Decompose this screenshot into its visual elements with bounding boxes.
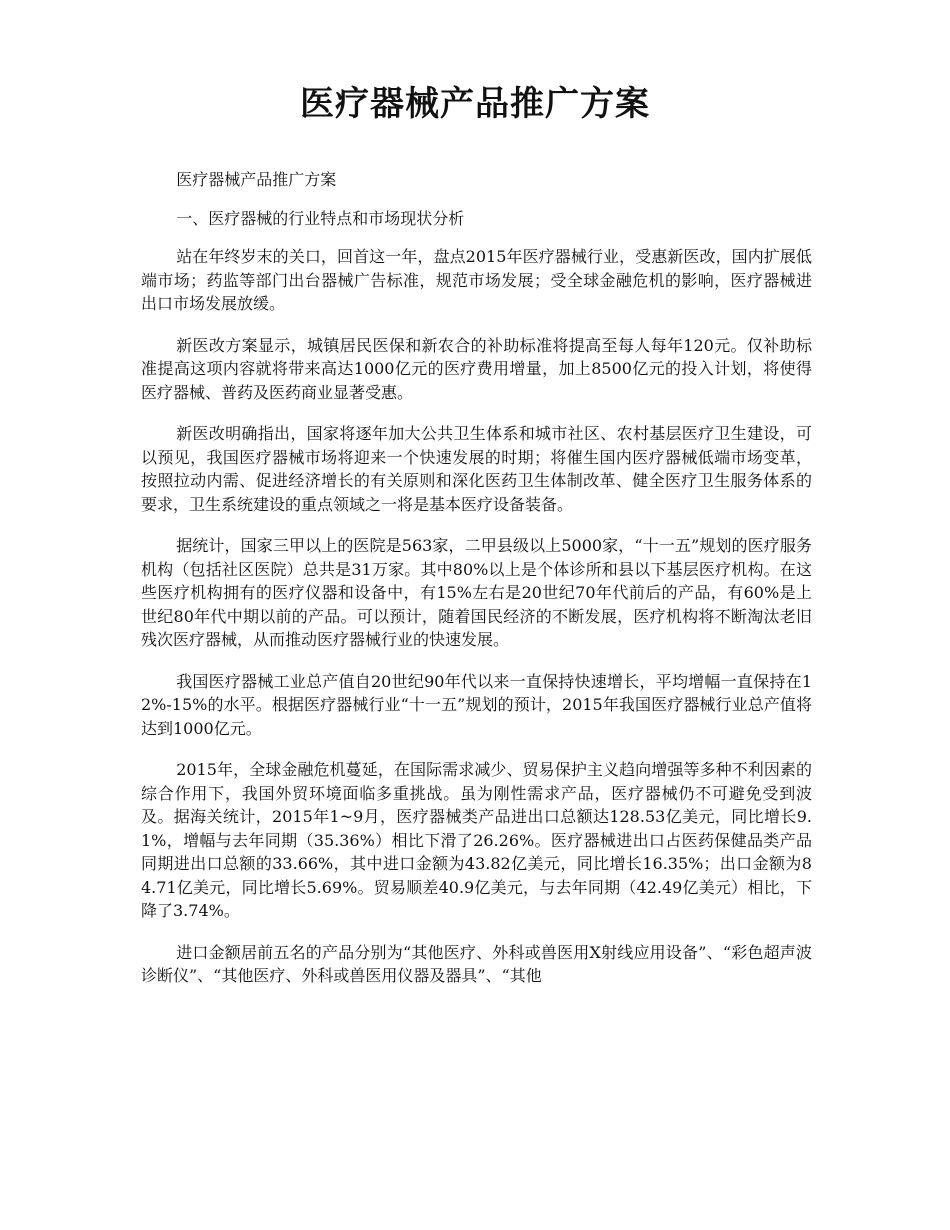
body-paragraph: 新医改方案显示，城镇居民医保和新农合的补助标准将提高至每人每年120元。仅补助标准提高这项内容就将带来高达1000亿元的医疗费用增量，加上8500亿元的投入计划，将使得医疗器械、普药及医药商业显著受惠。 — [141, 335, 812, 402]
body-paragraph: 站在年终岁末的关口，回首这一年，盘点2015年医疗器械行业，受惠新医改，国内扩展低端市场；药监等部门出台器械广告标准，规范市场发展；受全球金融危机的影响，医疗器械进出口市场发展放缓。 — [141, 247, 812, 313]
document-title: 医疗器械产品推广方案 — [300, 84, 650, 124]
body-paragraph: 新医改明确指出，国家将逐年加大公共卫生体系和城市社区、农村基层医疗卫生建设，可以预见，我国医疗器械市场将迎来一个快速发展的时期；将催生国内医疗器械低端市场变革，按照拉动内需、促进经济增长的有关原则和深化医药卫生体制改革、健全医疗卫生服务体系的要求，卫生系统建设的重点领域之一将是基本医疗设备装备。 — [141, 424, 812, 514]
body-paragraph: 我国医疗器械工业总产值自20世纪90年代以来一直保持快速增长，平均增幅一直保持在12%-15%的水平。根据医疗器械行业“十一五”规划的预计，2015年我国医疗器械行业总产值将达到1000亿元。 — [141, 671, 812, 738]
body-paragraph: 进口金额居前五名的产品分别为“其他医疗、外科或兽医用X射线应用设备”、“彩色超声波诊断仪”、“其他医疗、外科或兽医用仪器及器具”、“其他 — [141, 942, 812, 985]
document-body — [141, 168, 812, 1006]
section-heading: 一、医疗器械的行业特点和市场现状分析 — [176, 208, 465, 228]
body-paragraph: 据统计，国家三甲以上的医院是563家，二甲县级以上5000家，“十一五”规划的医疗服务机构（包括社区医院）总共是31万家。其中80%以上是个体诊所和县以下基层医疗机构。在这些医疗机构拥有的医疗仪器和设备中，有15%左右是20世纪70年代前后的产品，有60%是上世纪80年代中期以前的产品。可以预计，随着国民经济的不断发展，医疗机构将不断淘汰老旧残次医疗器械，从而推动医疗器械行业的快速发展。 — [141, 536, 812, 649]
body-paragraph: 2015年，全球金融危机蔓延，在国际需求减少、贸易保护主义趋向增强等多种不利因素的综合作用下，我国外贸环境面临多重挑战。虽为刚性需求产品，医疗器械仍不可避免受到波及。据海关统计，2015年1~9月，医疗器械类产品进出口总额达128.53亿美元，同比增长9.1%，增幅与去年同期（35.36%）相比下滑了26.26%。医疗器械进出口占医药保健品类产品同期进出口总额的33.66%，其中进口金额为43.82亿美元，同比增长16.35%；出口金额为84.71亿美元，同比增长5.69%。贸易顺差40.9亿美元，与去年同期（42.49亿美元）相比，下降了3.74%。 — [141, 760, 812, 920]
subtitle-paragraph: 医疗器械产品推广方案 — [176, 170, 337, 189]
